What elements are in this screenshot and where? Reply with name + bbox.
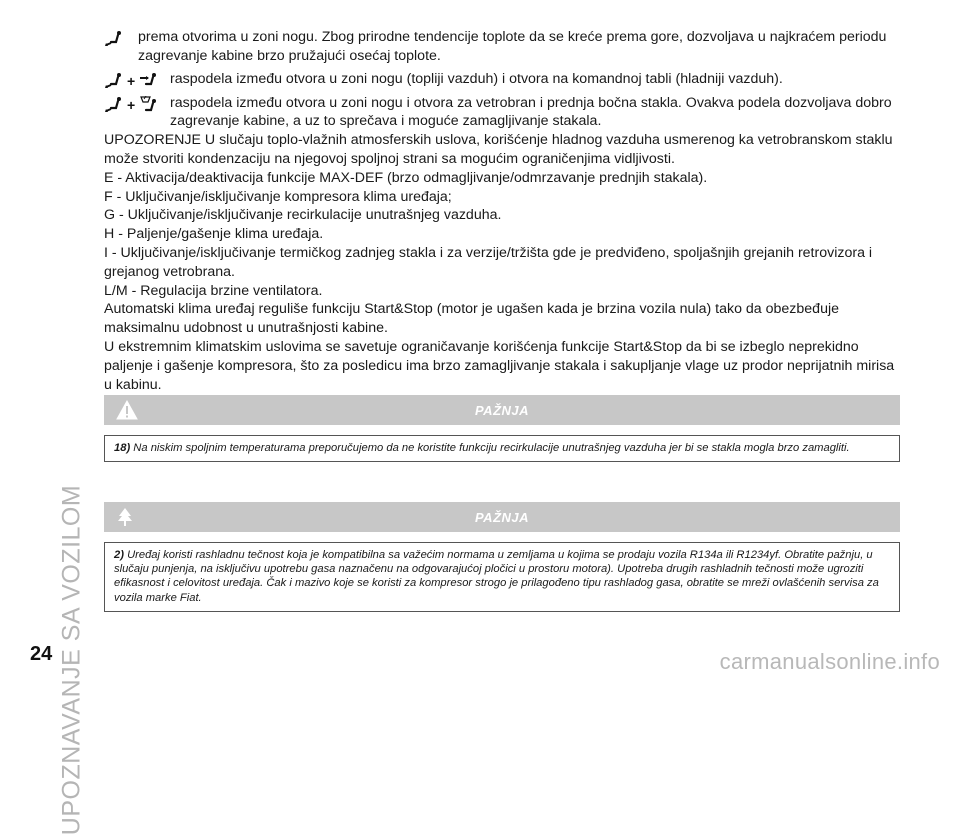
page-number: 24	[30, 643, 53, 665]
watermark: carmanualsonline.info	[719, 649, 940, 674]
warning-title: PAŽNJA	[474, 403, 530, 418]
mode-row-feet	[104, 28, 904, 66]
paragraph-f: F - Uključivanje/isključivanje kompresora klima uređaja;	[104, 188, 452, 205]
warning-text: Na niskim spoljnim temperaturama preporučujemo da ne koristite funkciju recirkulacije unutrašnjeg vazduha jer bi se stakla mogla brzo zamagliti.	[133, 442, 850, 454]
mode-row-feet-windscreen	[104, 94, 904, 132]
warning-body	[105, 543, 899, 611]
paragraph-h: H - Paljenje/gašenje klima uređaja.	[104, 226, 324, 243]
paragraph-warning: UPOZORENJE U slučaju toplo-vlažnih atmosferskih uslova, korišćenje hladnog vazduha usmerenog ka vetrobranskom staklu može stvoriti kondenzaciju na njegovoj spoljnoj strani sa mogućim ograničenjima vidljivosti.	[104, 132, 893, 167]
warning-title: PAŽNJA	[474, 510, 530, 525]
warning-ref: 2)	[114, 549, 124, 561]
main-content	[104, 28, 904, 394]
warning-text: Uređaj koristi rashladnu tečnost koja je kompatibilna sa važećim normama u zemljama u kojima se prodaju vozila R134a ili R1234yf. Obratite pažnju, u slučaju punjenja, na isključivu upotrebu gasa naznačenu na odgovarajućoj pločici u prostoru motora). Upotreba drugih rashladnih tečnosti može ugroziti efikasnost i celovitost uređaja. Čak i mazivo koje se koristi za kompresor strogo je prilagođeno tipu rashladog gasa, obratite se mreži ovlašćenih servisa za vozila marke Fiat.	[114, 549, 879, 604]
feet-airflow-icon	[104, 72, 124, 90]
paragraph-extreme-conditions: U ekstremnim klimatskim uslovima se savetuje ograničavanje korišćenja funkcije Start&Stop da bi se izbeglo neprekidno paljenje i gašenje kompresora, što za posledicu ima brzo zamagljivanje stakala i sakupljanje vlage uz prodor neprijatnih mirisa u kabinu.	[104, 338, 895, 393]
mode-icons	[104, 70, 170, 90]
mode-row-feet-dashboard	[104, 70, 904, 90]
paragraph-start-stop: Automatski klima uređaj reguliše funkciju Start&Stop (motor je ugašen kada je brzina vozila nula) tako da obezbeđuje maksimalnu udobnost u unutrašnjosti kabine.	[104, 301, 839, 337]
dashboard-airflow-icon	[138, 72, 160, 90]
mode-text: raspodela između otvora u zoni nogu i otvora za vetrobran i prednja bočna stakla. Ovakva podela dozvoljava dobro zagrevanje kabine, a uz to sprečava i moguće zamagljivanje stakala.	[170, 94, 892, 130]
warning-header-2	[104, 502, 900, 532]
windscreen-airflow-icon	[138, 96, 160, 114]
warning-box-2	[104, 542, 900, 612]
warning-box-1	[104, 435, 900, 462]
feet-airflow-icon	[104, 30, 124, 48]
mode-icons	[104, 94, 170, 114]
warning-header-1	[104, 395, 900, 425]
plus-sign: +	[127, 96, 136, 113]
chapter-title: UPOZNAVANJE SA VOZILOM	[57, 484, 86, 835]
mode-text: raspodela između otvora u zoni nogu (topliji vazduh) i otvora na komandnoj tabli (hladniji vazduh).	[170, 70, 783, 87]
plus-sign: +	[127, 72, 136, 89]
mode-icons	[104, 28, 138, 48]
paragraph-g: G - Uključivanje/isključivanje recirkulacije unutrašnjeg vazduha.	[104, 207, 502, 224]
warning-body	[105, 436, 899, 461]
paragraph-i: I - Uključivanje/isključivanje termičkog zadnjeg stakla i za verzije/tržišta gde je predviđeno, spoljašnjih grejanih retrovizora i grejanog vetrobrana.	[104, 244, 873, 280]
paragraph-lm: L/M - Regulacija brzine ventilatora.	[104, 282, 323, 299]
paragraph-e: E - Aktivacija/deaktivacija funkcije MAX-DEF (brzo odmagljivanje/odmrzavanje prednjih stakala).	[104, 169, 708, 186]
feet-airflow-icon	[104, 96, 124, 114]
mode-text: prema otvorima u zoni nogu. Zbog prirodne tendencije toplote da se kreće prema gore, dozvoljava u najkraćem periodu zagrevanje kabine brzo pružajući osećaj toplote.	[138, 29, 887, 64]
warning-ref: 18)	[114, 442, 131, 454]
